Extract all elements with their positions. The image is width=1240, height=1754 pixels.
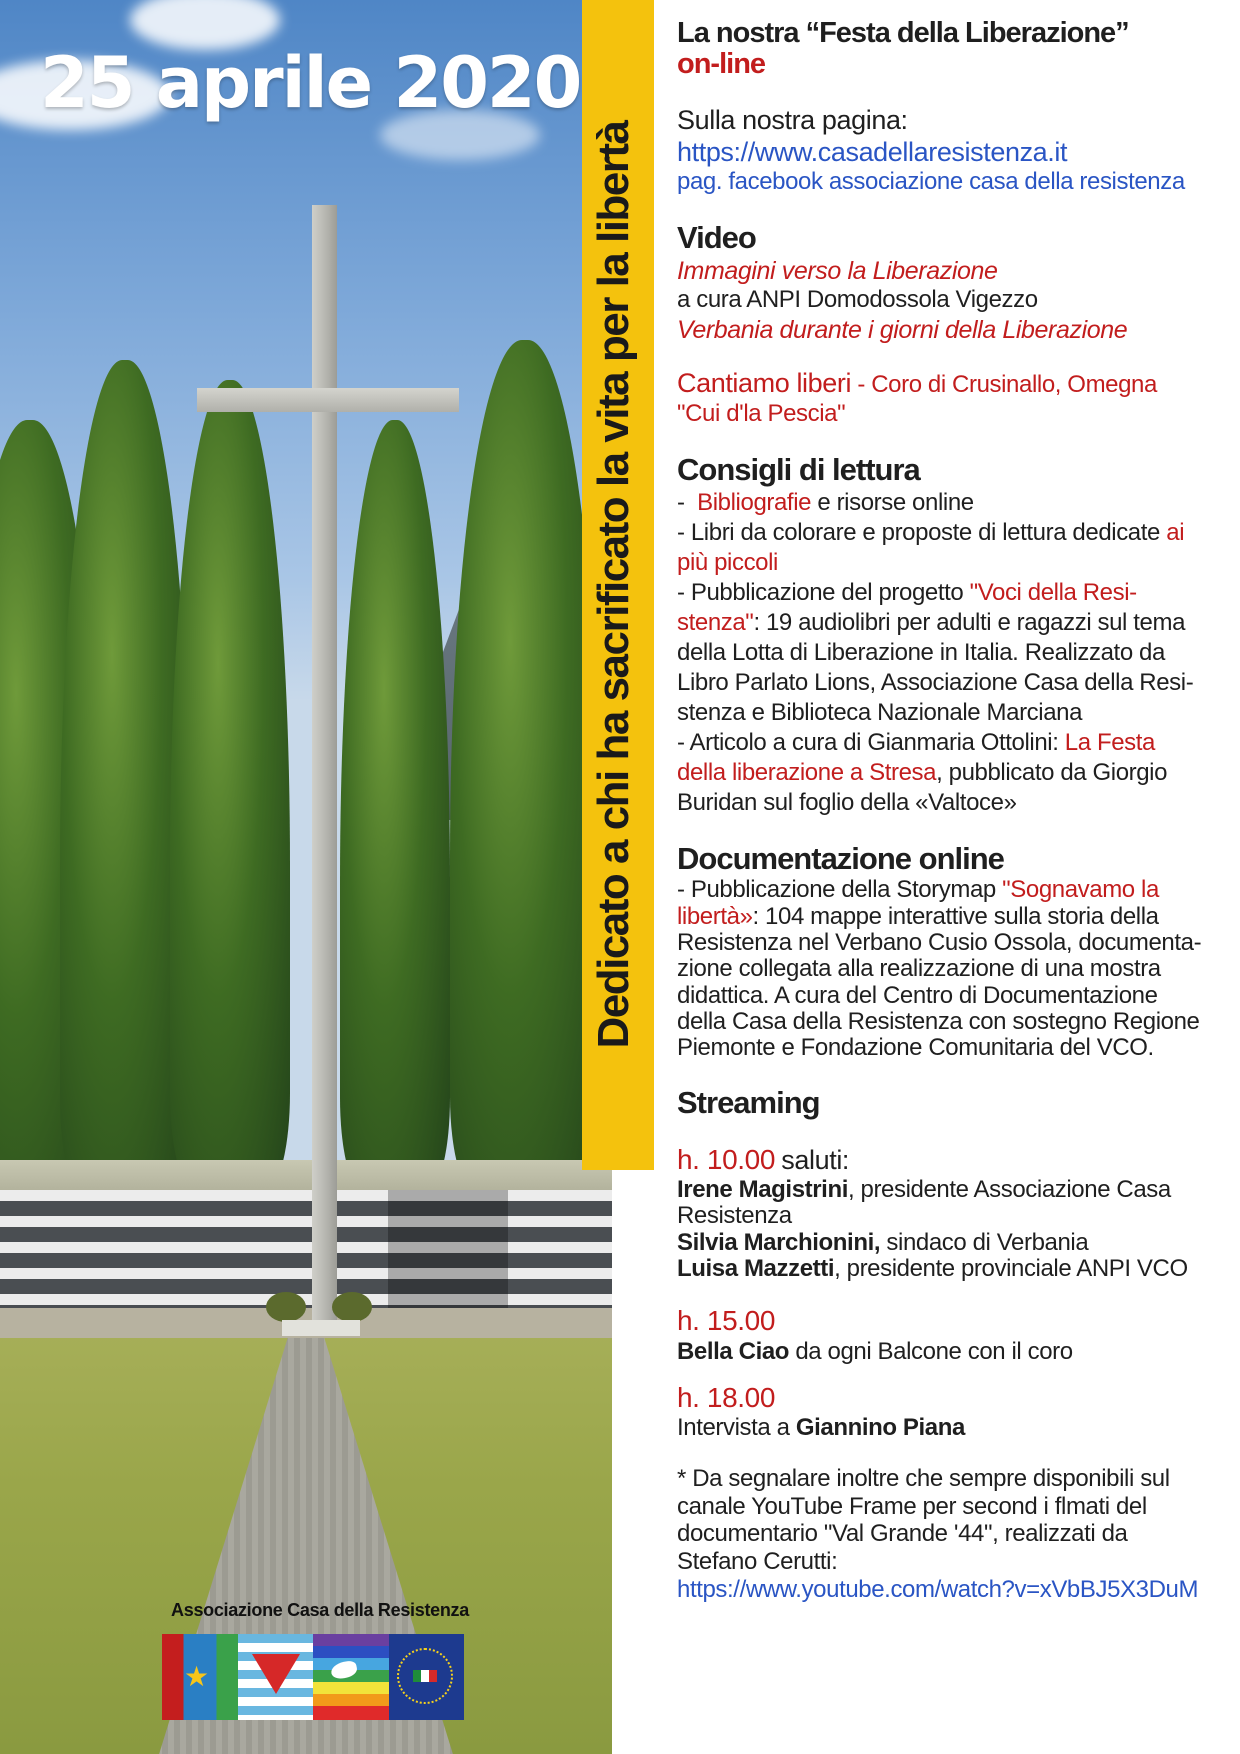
monument-photo: [0, 0, 612, 1754]
song-title[interactable]: Cantiamo liberi: [677, 368, 852, 399]
kids-link-continued[interactable]: più piccoli: [677, 548, 778, 576]
speaker: [677, 1256, 1222, 1282]
speaker-role: , presidente Associazione Casa: [847, 1175, 1171, 1203]
slot-1: [677, 1143, 1222, 1177]
reading-text: : 19 audiolibri per adulti e ragazzi sul tema: [753, 608, 1186, 636]
reading-text: Buridan sul foglio della «Valtoce»: [677, 788, 1017, 816]
video-item-1[interactable]: Immagini verso la Liberazione: [677, 257, 998, 286]
doc-text: Resistenza nel Verbano Cusio Ossola, documenta-: [677, 928, 1202, 956]
slot-text: da ogni Balcone con il coro: [795, 1338, 1073, 1365]
slot-label: saluti:: [781, 1145, 850, 1176]
streaming-heading: Streaming: [677, 1084, 820, 1120]
speaker-name: Luisa Mazzetti: [677, 1255, 835, 1283]
eu-flag-icon: [389, 1634, 465, 1720]
speaker-role: Resistenza: [677, 1202, 792, 1230]
documentation-heading: Documentazione online: [677, 840, 1004, 876]
event-title: La nostra “Festa della Liberazione”: [677, 17, 1129, 49]
storymap-link-continued[interactable]: libertà»: [677, 902, 753, 930]
video-item-2[interactable]: Verbania durante i giorni della Liberazione: [677, 316, 1128, 345]
hedge: [0, 1160, 612, 1194]
website-link[interactable]: https://www.casadellaresistenza.it: [677, 136, 1068, 167]
reading-item-4: [677, 728, 1222, 758]
video-heading: Video: [677, 220, 756, 256]
association-label: Associazione Casa della Resistenza: [171, 1600, 469, 1620]
slot-time: h. 15.00: [677, 1305, 775, 1337]
peace-flag-icon: [313, 1634, 389, 1720]
reading-item-3: [677, 578, 1222, 608]
speaker: [677, 1230, 1222, 1256]
speaker-name: Giannino Piana: [795, 1414, 965, 1442]
cross-base: [282, 1320, 360, 1336]
doc-text: : 104 mappe interattive sulla storia della: [752, 902, 1159, 930]
page-heading: Sulla nostra pagina:: [677, 104, 908, 135]
festa-stresa-link-continued[interactable]: della liberazione a Stresa: [677, 758, 937, 786]
anpi-flag-icon: ★: [162, 1634, 238, 1720]
date-title: 25 aprile 2020: [40, 42, 581, 124]
reading-text: Libro Parlato Lions, Associazione Casa della Resi-: [677, 668, 1194, 696]
footnote-text: canale YouTube Frame per second i flmati del: [677, 1492, 1147, 1520]
cross-horizontal: [197, 388, 459, 412]
doc-text: didattica. A cura del Centro di Documentazione: [677, 981, 1158, 1009]
reading-text: - Libri da colorare e proposte di lettura dedicate: [677, 518, 1160, 546]
documentation-line: [677, 904, 1222, 930]
speaker-role: , presidente provinciale ANPI VCO: [834, 1255, 1188, 1283]
facebook-link[interactable]: pag. facebook associazione casa della resistenza: [677, 168, 1185, 196]
speaker-role: sindaco di Verbania: [886, 1228, 1089, 1256]
event-subtitle: on-line: [677, 47, 766, 80]
footnote: [677, 1465, 1222, 1603]
slot-text: Intervista a: [677, 1414, 790, 1442]
slot-2: [677, 1338, 1222, 1367]
voci-resistenza-link-continued[interactable]: stenza": [677, 608, 754, 636]
doc-text: zione collegata alla realizzazione di una mostra: [677, 955, 1161, 983]
song-credit: - Coro di Crusinallo, Omegna: [857, 371, 1157, 399]
storymap-link[interactable]: "Sognavamo la: [1002, 876, 1159, 904]
song-name: "Cui d'la Pescia": [677, 399, 846, 427]
poplar-tree: [450, 340, 600, 1200]
shrub: [332, 1292, 372, 1322]
reading-item-4-cont: [677, 758, 1222, 788]
footnote-text: documentario "Val Grande '44", realizzati da: [677, 1520, 1128, 1548]
deportee-flag-icon: [238, 1634, 314, 1720]
reading-heading: Consigli di lettura: [677, 451, 920, 487]
slot-3: [677, 1414, 1222, 1443]
footnote-text: Stefano Cerutti:: [677, 1547, 838, 1575]
doc-text: - Pubblicazione della Storymap: [677, 876, 996, 904]
reading-item-3-cont: [677, 608, 1222, 638]
association-logo: [162, 1634, 464, 1720]
slot-1-speakers: [677, 1177, 1222, 1283]
bullet: -: [677, 488, 685, 516]
bibliografie-link[interactable]: Bibliografie: [697, 488, 812, 516]
speaker: [677, 1177, 1222, 1203]
wall-shadow: [388, 1190, 508, 1308]
reading-text: della Lotta di Liberazione in Italia. Realizzato da: [677, 638, 1165, 666]
reading-item-2: [677, 518, 1222, 548]
cross-vertical: [312, 205, 337, 1320]
video-item-1-credit: a cura ANPI Domodossola Vigezzo: [677, 286, 1038, 314]
documentation-text: [677, 877, 1222, 1062]
festa-stresa-link[interactable]: La Festa: [1064, 728, 1155, 756]
reading-text: e risorse online: [817, 488, 974, 516]
speaker-name: Silvia Marchionini,: [677, 1228, 881, 1256]
reading-text: , pubblicato da Giorgio: [936, 758, 1168, 786]
kids-link[interactable]: ai: [1166, 518, 1185, 546]
reading-text: - Pubblicazione del progetto: [677, 578, 964, 606]
program-column: [677, 16, 1222, 1603]
striped-wall: [0, 1190, 612, 1308]
reading-item-1: [677, 488, 1222, 518]
poplar-tree: [340, 420, 450, 1190]
poplar-tree: [170, 380, 290, 1190]
reading-list: [677, 488, 1222, 818]
reading-text: - Articolo a cura di Gianmaria Ottolini:: [677, 728, 1059, 756]
doc-text: della Casa della Resistenza con sostegno Regione: [677, 1008, 1200, 1036]
youtube-link[interactable]: https://www.youtube.com/watch?v=xVbBJ5X3DuM: [677, 1575, 1199, 1603]
slot-time: h. 10.00: [677, 1144, 775, 1176]
song-line: [677, 367, 1222, 400]
footnote-text: * Da segnalare inoltre che sempre disponibili sul: [677, 1465, 1170, 1493]
reading-text: stenza e Biblioteca Nazionale Marciana: [677, 698, 1083, 726]
documentation-line: [677, 877, 1222, 903]
doc-text: Piemonte e Fondazione Comunitaria del VCO.: [677, 1034, 1154, 1062]
song-name: Bella Ciao: [677, 1338, 790, 1365]
slot-time: h. 18.00: [677, 1381, 775, 1413]
speaker-name: Irene Magistrini: [677, 1175, 848, 1203]
shrub: [266, 1292, 306, 1322]
dedication-text: Dedicato a chi ha sacrificato la vita per la libertà: [589, 121, 638, 1049]
voci-resistenza-link[interactable]: "Voci della Resi-: [969, 578, 1137, 606]
